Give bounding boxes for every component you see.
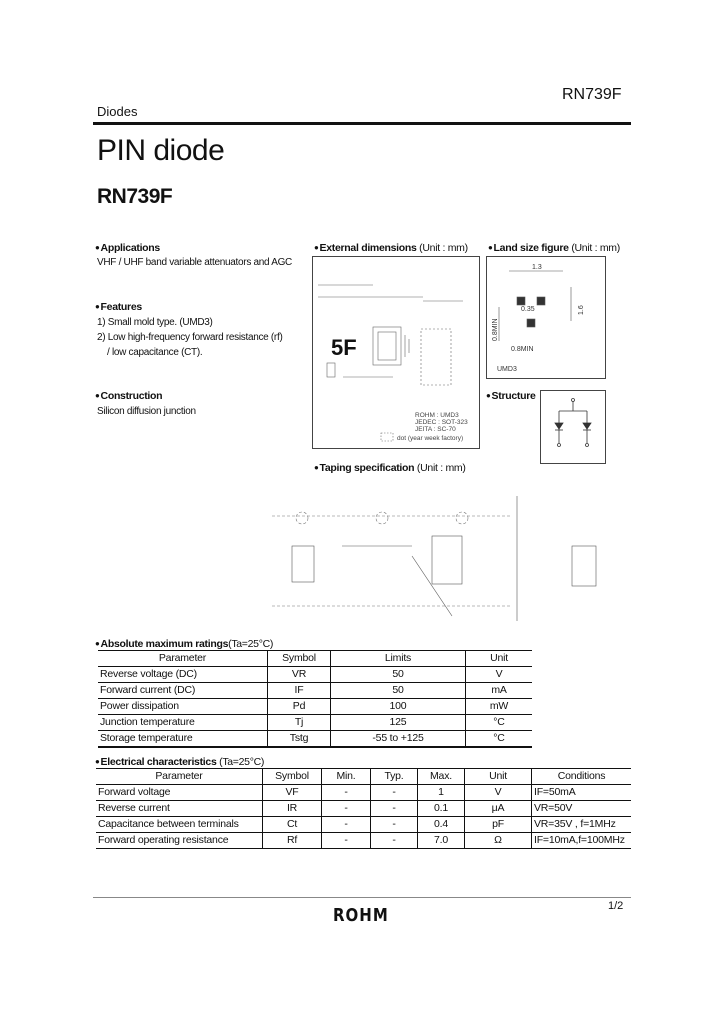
ec-cell: VR=35V , f=1MHz: [532, 817, 632, 833]
ec-cell: VR=50V: [532, 801, 632, 817]
table-row: [98, 699, 532, 715]
features-heading: ● Features: [95, 301, 142, 313]
ec-cell: -: [371, 817, 418, 833]
land-size-drawing: [487, 257, 605, 378]
features-line-1: 1) Small mold type. (UMD3): [97, 317, 213, 328]
electrical-condition: (Ta=25°C): [219, 756, 265, 768]
land-size-unit: (Unit : mm): [571, 242, 620, 254]
rohm-logo: ROHM: [333, 904, 389, 926]
abs-col-parameter: Parameter: [98, 651, 268, 667]
abs-cell: Forward current (DC): [98, 683, 268, 699]
ec-cell: -: [371, 785, 418, 801]
abs-cell: Tstg: [268, 731, 331, 748]
taping-label: Taping specification: [319, 462, 415, 474]
ec-col-parameter: Parameter: [96, 769, 263, 785]
ec-cell: 0.4: [418, 817, 465, 833]
ec-col-max: Max.: [418, 769, 465, 785]
external-dimensions-label: External dimensions: [319, 242, 417, 254]
ec-cell: Capacitance between terminals: [96, 817, 263, 833]
footer-rule: [93, 897, 631, 898]
ec-cell: Ω: [465, 833, 532, 849]
ec-cell: VF: [263, 785, 322, 801]
external-dimensions-box: [312, 256, 480, 449]
abs-cell: VR: [268, 667, 331, 683]
external-dimensions-drawing: [313, 257, 479, 448]
ec-col-unit: Unit: [465, 769, 532, 785]
abs-cell: mA: [466, 683, 533, 699]
marking-text: 5F: [331, 335, 357, 360]
abs-cell: -55 to +125: [331, 731, 466, 748]
table-row: [96, 785, 631, 801]
package-jedec: JEDEC : SOT-323: [415, 419, 468, 426]
abs-cell: 125: [331, 715, 466, 731]
abs-cell: V: [466, 667, 533, 683]
page-title: PIN diode: [97, 134, 225, 167]
electrical-table: [96, 768, 631, 849]
page-number: 1/2: [608, 900, 624, 912]
header-category: Diodes: [97, 104, 138, 119]
taping-heading: [314, 462, 466, 474]
abs-max-label: Absolute maximum ratings: [100, 638, 229, 650]
ec-col-typ: Typ.: [371, 769, 418, 785]
ec-col-min: Min.: [322, 769, 371, 785]
land-size-box: [486, 256, 606, 379]
external-dimensions-heading: [314, 242, 468, 254]
abs-cell: 50: [331, 667, 466, 683]
abs-cell: Junction temperature: [98, 715, 268, 731]
abs-col-symbol: Symbol: [268, 651, 331, 667]
abs-col-unit: Unit: [466, 651, 533, 667]
abs-cell: °C: [466, 731, 533, 748]
ec-cell: 1: [418, 785, 465, 801]
ec-cell: -: [322, 785, 371, 801]
table-row: [98, 667, 532, 683]
abs-cell: 50: [331, 683, 466, 699]
land-package: UMD3: [497, 366, 517, 373]
part-number-title: RN739F: [97, 185, 173, 208]
features-line-3: / low capacitance (CT).: [107, 347, 203, 358]
ec-cell: Forward operating resistance: [96, 833, 263, 849]
abs-max-heading: [95, 638, 273, 650]
taping-drawing-area: [262, 476, 612, 626]
ec-cell: -: [322, 833, 371, 849]
abs-cell: mW: [466, 699, 533, 715]
ec-cell: Ct: [263, 817, 322, 833]
ec-cell: -: [371, 833, 418, 849]
ec-cell: -: [322, 801, 371, 817]
table-row: [96, 833, 631, 849]
ec-cell: -: [371, 801, 418, 817]
land-size-heading: [488, 242, 620, 254]
header-rule: [93, 122, 631, 125]
abs-cell: Tj: [268, 715, 331, 731]
applications-heading: ● Applications: [95, 242, 160, 254]
structure-box: [540, 390, 606, 464]
taping-unit: (Unit : mm): [416, 462, 466, 474]
structure-diagram: [541, 391, 605, 463]
ec-cell: Reverse current: [96, 801, 263, 817]
structure-heading: ● Structure: [486, 390, 536, 402]
abs-cell: Pd: [268, 699, 331, 715]
land-size-label: Land size figure: [493, 242, 569, 254]
ec-cell: 7.0: [418, 833, 465, 849]
ec-cell: IF=50mA: [532, 785, 632, 801]
land-dim-4: 0.8MIN: [492, 318, 499, 341]
construction-heading: ● Construction: [95, 390, 162, 402]
abs-cell: IF: [268, 683, 331, 699]
land-dim-2: 0.35: [521, 306, 535, 313]
abs-cell: °C: [466, 715, 533, 731]
ec-cell: Rf: [263, 833, 322, 849]
land-dim-1: 1.3: [532, 264, 542, 271]
ec-cell: V: [465, 785, 532, 801]
abs-col-limits: Limits: [331, 651, 466, 667]
electrical-heading: [95, 756, 264, 768]
abs-cell: 100: [331, 699, 466, 715]
electrical-label: Electrical characteristics: [100, 756, 217, 768]
abs-cell: Storage temperature: [98, 731, 268, 748]
table-row: [96, 817, 631, 833]
ec-col-symbol: Symbol: [263, 769, 322, 785]
ec-cell: IF=10mA,f=100MHz: [532, 833, 632, 849]
header-part-number: RN739F: [562, 86, 622, 103]
ec-cell: μA: [465, 801, 532, 817]
applications-text: VHF / UHF band variable attenuators and AGC: [97, 257, 292, 268]
package-rohm: ROHM : UMD3: [415, 412, 459, 419]
ec-cell: IR: [263, 801, 322, 817]
features-line-2: 2) Low high-frequency forward resistance (rf): [97, 332, 283, 343]
taping-drawing: [262, 476, 612, 626]
land-dim-3: 1.6: [578, 305, 585, 315]
ec-cell: Forward voltage: [96, 785, 263, 801]
marking-note: dot (year week factory): [397, 435, 464, 442]
table-row: [98, 731, 532, 748]
ec-cell: 0.1: [418, 801, 465, 817]
ec-cell: -: [322, 817, 371, 833]
ec-col-conditions: Conditions: [532, 769, 632, 785]
land-dim-5: 0.8MIN: [511, 346, 534, 353]
ec-cell: pF: [465, 817, 532, 833]
package-jeita: JEITA : SC-70: [415, 426, 456, 433]
abs-max-condition: (Ta=25°C): [228, 638, 274, 650]
abs-cell: Power dissipation: [98, 699, 268, 715]
construction-text: Silicon diffusion junction: [97, 406, 196, 417]
table-row: [96, 801, 631, 817]
abs-cell: Reverse voltage (DC): [98, 667, 268, 683]
external-dimensions-unit: (Unit : mm): [419, 242, 468, 254]
table-row: [98, 683, 532, 699]
table-row: [98, 715, 532, 731]
abs-max-table: [98, 650, 532, 748]
